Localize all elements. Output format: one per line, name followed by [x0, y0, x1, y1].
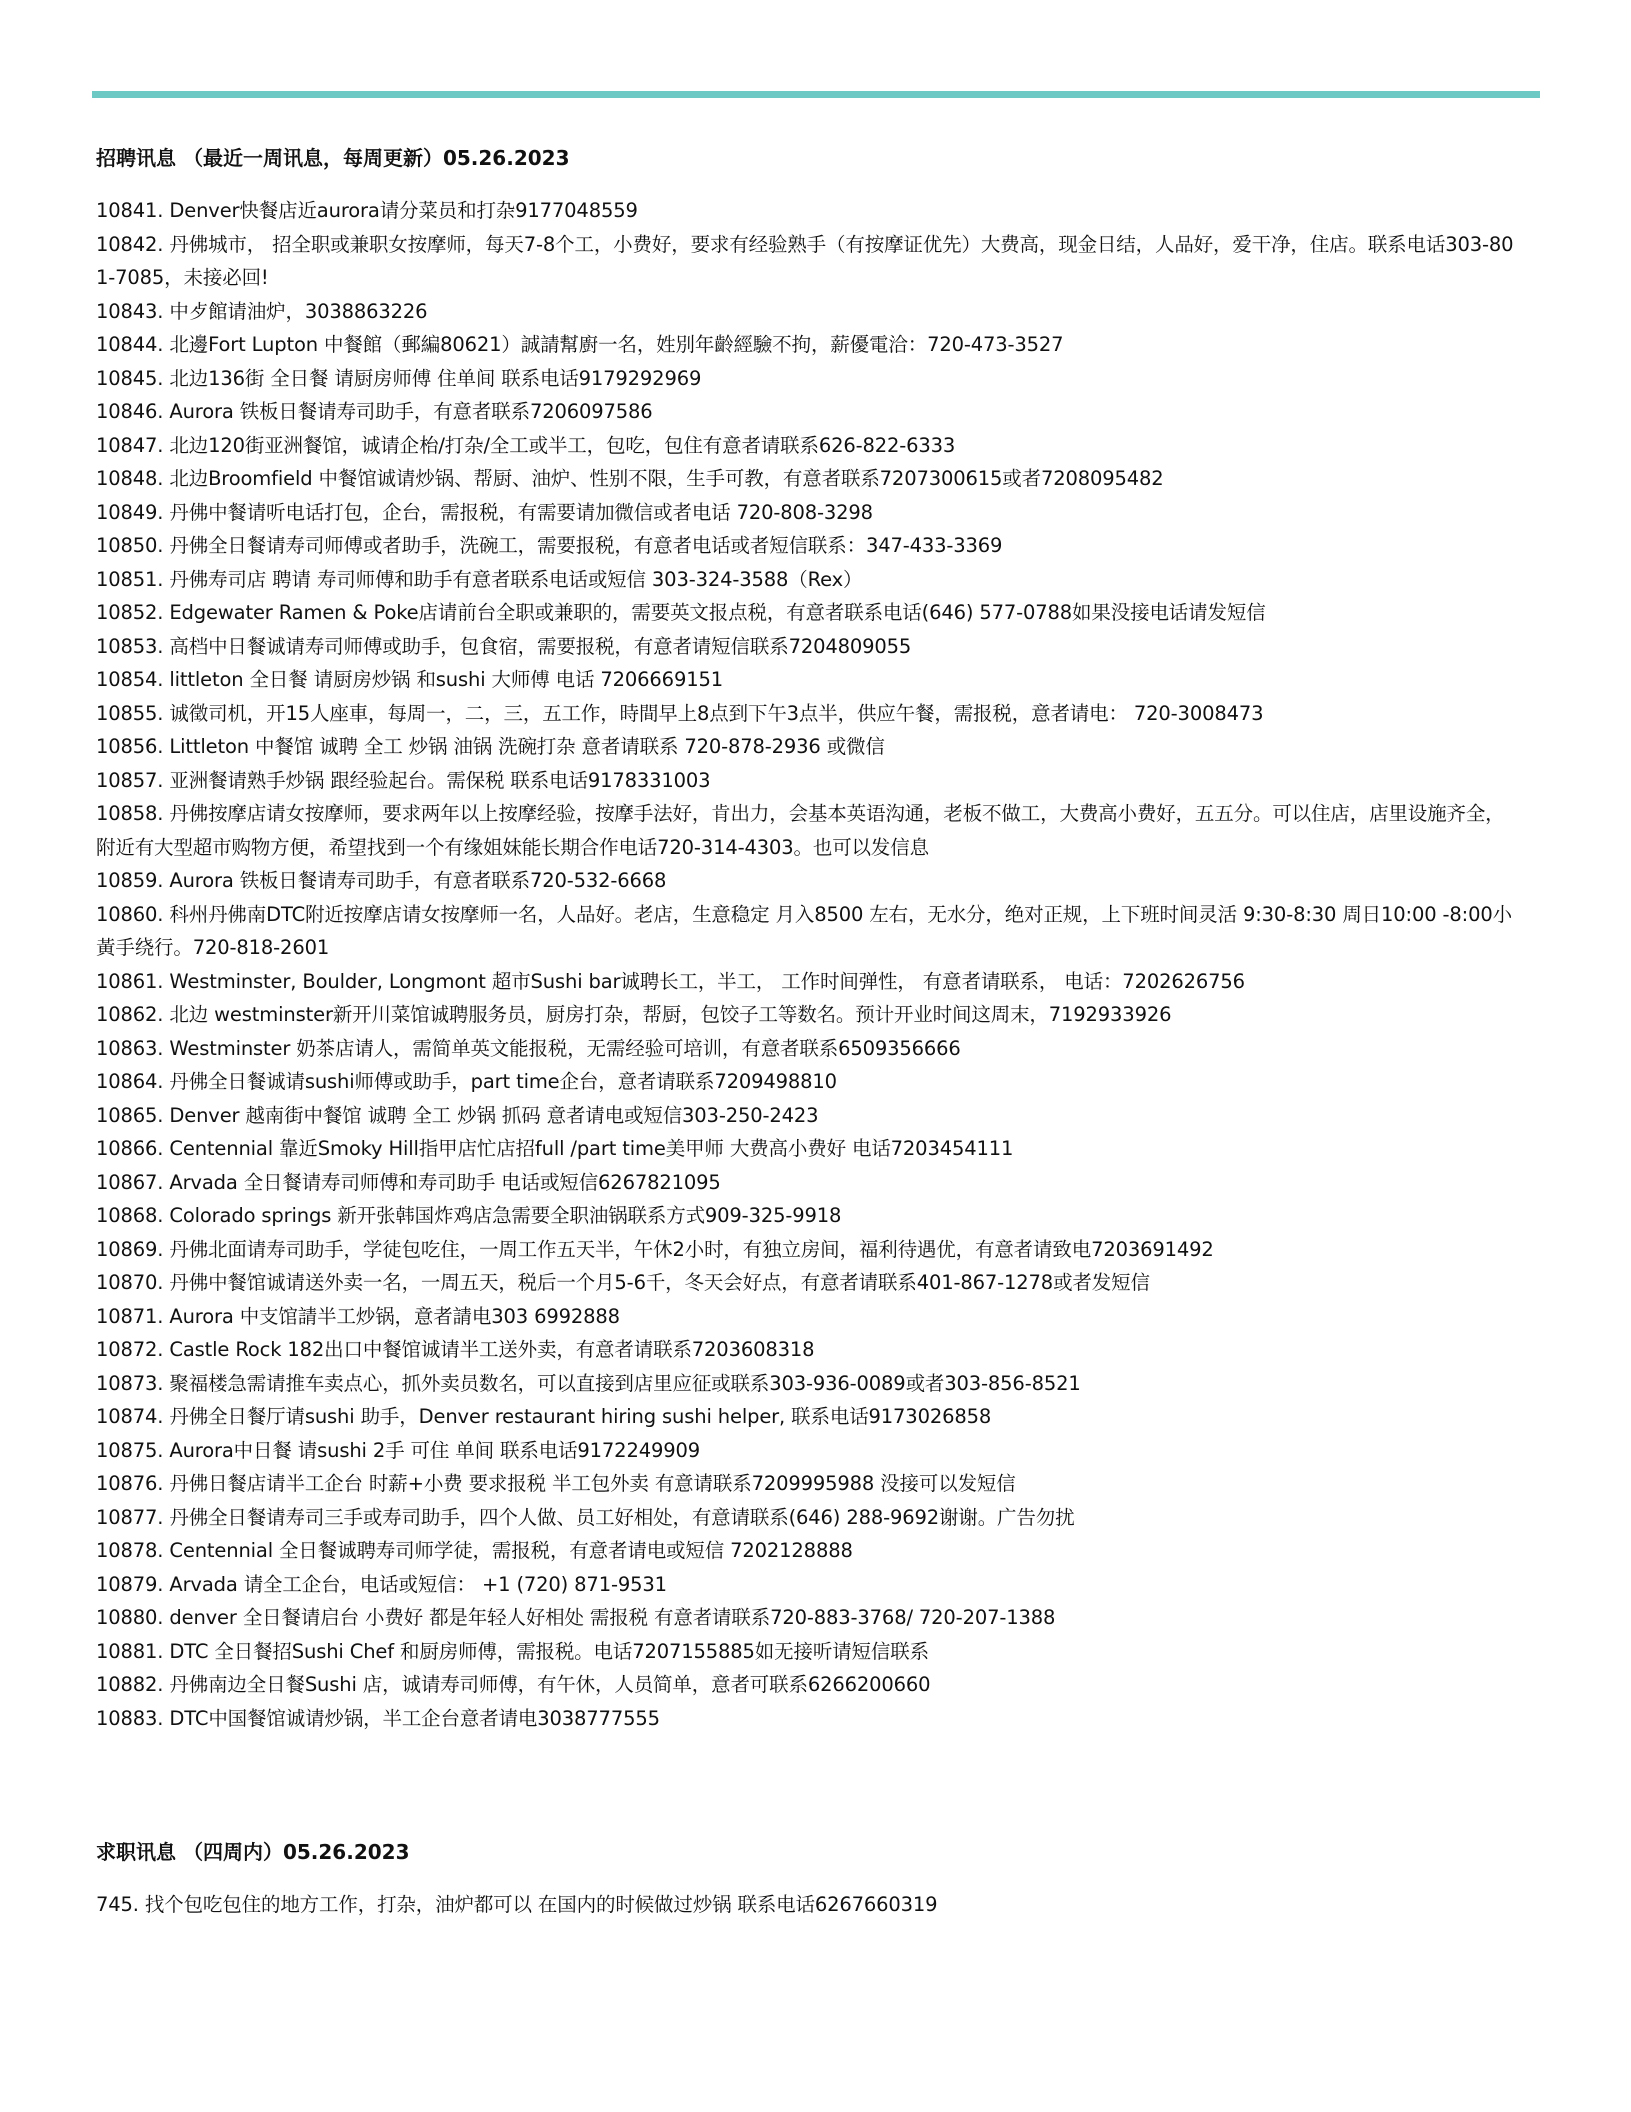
job-listing: 10859. Aurora 铁板日餐请寿司助手，有意者联系720-532-6668	[96, 869, 667, 892]
job-seeking-section	[96, 1838, 1516, 1922]
job-listing: 10873. 聚福楼急需请推车卖点心，抓外卖员数名，可以直接到店里应征或联系303-936-0089或者303-856-8521	[96, 1371, 1081, 1395]
job-listings-list	[96, 194, 1516, 1735]
job-listing: 10869. 丹佛北面请寿司助手，学徒包吃住，一周工作五天半，午休2小时，有独立房间，福利待遇优，有意者请致电7203691492	[96, 1237, 1214, 1261]
job-listing: 10857. 亚洲餐请熟手炒锅 跟经验起台。需保税 联系电话9178331003	[96, 768, 711, 792]
job-listing: 10858. 丹佛按摩店请女按摩师，要求两年以上按摩经验，按摩手法好，肯出力，会基本英语沟通，老板不做工，大费高小费好，五五分。可以住店，店里设施齐全，附近有大型超市购物方便，希望找到一个有缘姐妹能长期合作电话720-314-4303。也可以发信息	[96, 802, 1505, 859]
job-listing: 10856. Littleton 中餐馆 诚聘 全工 炒锅 油锅 洗碗打杂 意者请联系 720-878-2936 或微信	[96, 735, 885, 758]
job-seeking-listing: 745. 找个包吃包住的地方工作，打杂，油炉都可以 在国内的时候做过炒锅 联系电话6267660319	[96, 1893, 938, 1916]
job-listing: 10848. 北边Broomfield 中餐馆诚请炒锅、帮厨、油炉、性别不限，生手可教，有意者联系7207300615或者7208095482	[96, 467, 1164, 490]
job-listing: 10877. 丹佛全日餐请寿司三手或寿司助手，四个人做、员工好相处，有意请联系(646) 288-9692谢谢。广告勿扰	[96, 1505, 1075, 1529]
job-listing: 10843. 中歺館请油炉，3038863226	[96, 299, 428, 323]
job-listing: 10879. Arvada 请全工企台，电话或短信： +1 (720) 871-9531	[96, 1572, 667, 1596]
job-listing: 10861. Westminster, Boulder, Longmont 超市Sushi bar诚聘长工，半工， 工作时间弹性， 有意者请联系， 电话：7202626756	[96, 969, 1245, 993]
job-listing: 10854. littleton 全日餐 请厨房炒锅 和sushi 大师傅 电话 7206669151	[96, 668, 723, 691]
job-listing: 10883. DTC中国餐馆诚请炒锅，半工企台意者请电3038777555	[96, 1706, 660, 1730]
job-listing: 10876. 丹佛日餐店请半工企台 时薪+小费 要求报税 半工包外卖 有意请联系7209995988 没接可以发短信	[96, 1472, 1016, 1495]
job-listings-section	[96, 144, 1516, 1735]
job-listing: 10870. 丹佛中餐馆诚请送外卖一名，一周五天，税后一个月5-6千，冬天会好点，有意者请联系401-867-1278或者发短信	[96, 1271, 1150, 1294]
job-listing: 10841. Denver快餐店近aurora请分菜员和打杂9177048559	[96, 199, 638, 222]
job-listing: 10882. 丹佛南边全日餐Sushi 店，诚请寿司师傅，有午休，人员简单，意者可联系6266200660	[96, 1673, 931, 1696]
job-listing: 10871. Aurora 中支馆請半工炒锅，意者請电303 6992888	[96, 1304, 620, 1328]
job-listing: 10845. 北边136街 全日餐 请厨房师傅 住单间 联系电话9179292969	[96, 366, 702, 390]
job-listing: 10847. 北边120街亚洲餐馆，诚请企枱/打杂/全工或半工，包吃，包住有意者请联系626-822-6333	[96, 433, 956, 457]
job-listing: 10862. 北边 westminster新开川菜馆诚聘服务员，厨房打杂，帮厨，包饺子工等数名。预计开业时间这周末，7192933926	[96, 1003, 1172, 1026]
job-listings-heading: 招聘讯息 （最近一周讯息，每周更新）05.26.2023	[96, 146, 570, 170]
job-listing: 10851. 丹佛寿司店 聘请 寿司师傅和助手有意者联系电话或短信 303-324-3588（Rex）	[96, 567, 863, 591]
job-listing: 10874. 丹佛全日餐厅请sushi 助手，Denver restaurant hiring sushi helper, 联系电话9173026858	[96, 1405, 992, 1428]
job-listing: 10865. Denver 越南街中餐馆 诚聘 全工 炒锅 抓码 意者请电或短信303-250-2423	[96, 1103, 819, 1127]
job-listing: 10881. DTC 全日餐招Sushi Chef 和厨房师傅，需报税。电话7207155885如无接听请短信联系	[96, 1639, 929, 1663]
job-seeking-list	[96, 1888, 1516, 1922]
job-listing: 10868. Colorado springs 新开张韩国炸鸡店急需要全职油锅联系方式909-325-9918	[96, 1204, 842, 1227]
job-listing: 10863. Westminster 奶茶店请人，需简单英文能报税，无需经验可培训，有意者联系6509356666	[96, 1036, 961, 1060]
job-listing: 10864. 丹佛全日餐诚请sushi师傅或助手，part time企台，意者请联系7209498810	[96, 1070, 837, 1093]
job-listing: 10846. Aurora 铁板日餐请寿司助手，有意者联系7206097586	[96, 400, 653, 423]
job-listing: 10849. 丹佛中餐请听电话打包，企台，需报税，有需要请加微信或者电话 720-808-3298	[96, 500, 873, 524]
job-seeking-heading: 求职讯息 （四周内）05.26.2023	[96, 1840, 410, 1864]
job-listing: 10850. 丹佛全日餐请寿司师傅或者助手，洗碗工，需要报税，有意者电话或者短信联系：347-433-3369	[96, 534, 1003, 557]
top-divider	[92, 91, 1540, 98]
job-listing: 10878. Centennial 全日餐诚聘寿司师学徒，需报税，有意者请电或短信 7202128888	[96, 1539, 853, 1562]
job-listing: 10852. Edgewater Ramen & Poke店请前台全职或兼职的，需要英文报点税，有意者联系电话(646) 577-0788如果没接电话请发短信	[96, 601, 1266, 624]
job-listing: 10844. 北邊Fort Lupton 中餐館（郵編80621）誠請幫廚一名，姓別年齡經驗不拘，薪優電洽：720-473-3527	[96, 333, 1064, 356]
job-listing: 10842. 丹佛城市， 招全职或兼职女按摩师，每天7-8个工，小费好，要求有经验熟手（有按摩证优先）大费高，现金日结，人品好，爱干净，住店。联系电话303-801-7085，未接必回!	[96, 232, 1514, 289]
job-listing: 10855. 诚徵司机，开15人座車，每周一，二，三，五工作，時間早上8点到下午3点半，供应午餐，需报税，意者请电： 720-3008473	[96, 701, 1264, 725]
job-listing: 10860. 科州丹佛南DTC附近按摩店请女按摩师一名，人品好。老店，生意稳定 月入8500 左右，无水分，绝对正规，上下班时间灵活 9:30-8:30 周日10:00 -8:00小黃手绕行。720-818-2601	[96, 902, 1512, 959]
job-listing: 10872. Castle Rock 182出口中餐馆诚请半工送外卖，有意者请联系7203608318	[96, 1338, 815, 1361]
job-listing: 10853. 高档中日餐诚请寿司师傅或助手，包食宿，需要报税，有意者请短信联系7204809055	[96, 634, 912, 658]
job-listing: 10875. Aurora中日餐 请sushi 2手 可住 单间 联系电话9172249909	[96, 1438, 700, 1462]
job-listing: 10880. denver 全日餐请启台 小费好 都是年轻人好相处 需报税 有意者请联系720-883-3768/ 720-207-1388	[96, 1606, 1056, 1629]
job-listing: 10866. Centennial 靠近Smoky Hill指甲店忙店招full /part time美甲师 大费高小费好 电话7203454111	[96, 1137, 1014, 1160]
job-listing: 10867. Arvada 全日餐请寿司师傅和寿司助手 电话或短信6267821095	[96, 1170, 721, 1194]
